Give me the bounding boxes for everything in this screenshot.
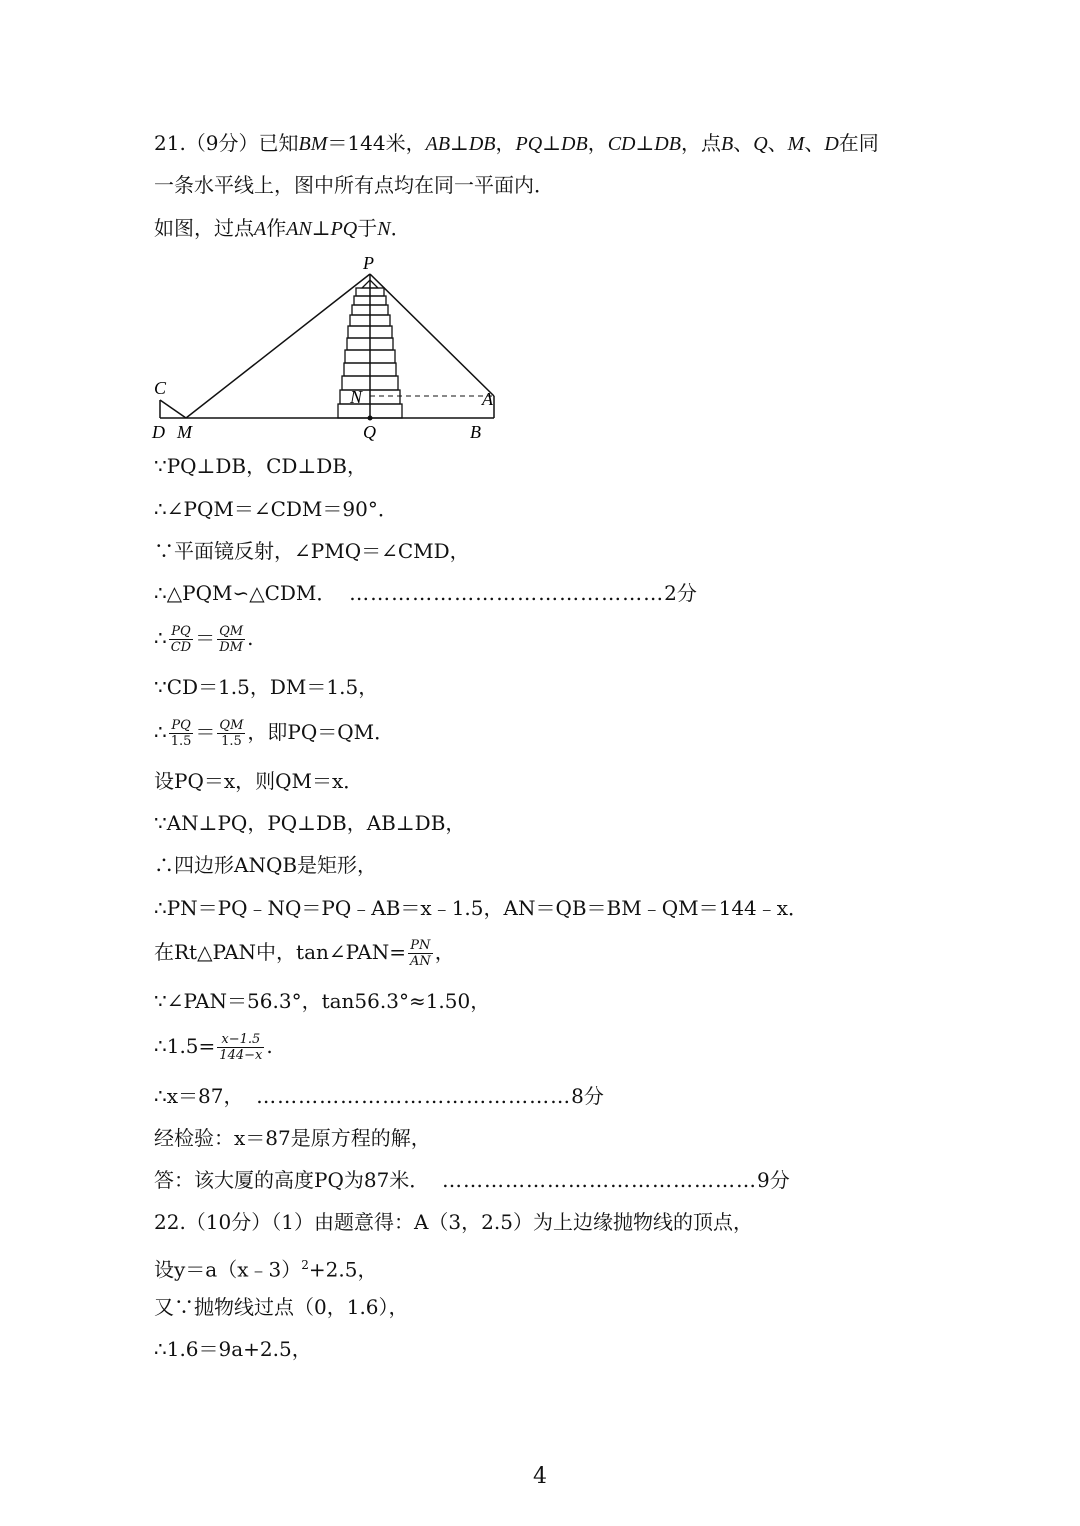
q22-line-4: ∴1.6＝9a+2.5，: [154, 1337, 312, 1361]
step-text: 答：该大厦的高度PQ为87米．: [154, 1168, 430, 1192]
solution-step-14: [154, 1032, 273, 1063]
step-text: 设y＝a（x﹣3）: [154, 1257, 302, 1282]
label-q: Q: [363, 422, 376, 442]
q21-text: ＝144米，: [327, 131, 426, 155]
score-dots: ………………………………………: [256, 1084, 572, 1108]
solution-step-9: ∵AN⊥PQ，PQ⊥DB，AB⊥DB，: [154, 811, 466, 835]
q21-text: ⊥: [635, 131, 655, 155]
q21-text: ．: [390, 216, 411, 240]
fraction: [217, 624, 245, 655]
q21-text: ，: [587, 131, 608, 155]
q21-text: 、: [804, 131, 825, 155]
q21-text: Q: [753, 133, 768, 155]
solution-step-17: [154, 1167, 790, 1193]
q21-text: 于: [357, 216, 378, 240]
step-text: ＝: [195, 720, 216, 744]
segment-cm: [160, 400, 186, 418]
q21-text: 、: [767, 131, 788, 155]
solution-step-12: [154, 938, 455, 969]
fraction-denominator: 144−x: [219, 1048, 263, 1063]
label-c: C: [154, 378, 167, 398]
solution-step-3: ∵平面镜反射，∠PMQ＝∠CMD，: [154, 539, 470, 563]
q21-text: N: [377, 218, 391, 240]
step-text: 在Rt△PAN中，tan∠PAN=: [154, 940, 406, 964]
fraction-denominator: 1.5: [170, 734, 192, 749]
q21-text: AN: [286, 218, 312, 240]
q21-text: ⊥: [311, 216, 331, 240]
score-label: 8分: [571, 1084, 604, 1108]
solution-step-2: ∴∠PQM＝∠CDM＝90°．: [154, 497, 398, 521]
label-a: A: [482, 389, 493, 409]
score-label: 9分: [757, 1168, 790, 1192]
exponent: 2: [301, 1258, 309, 1272]
fraction-numerator: PQ: [169, 718, 194, 734]
q21-text: DB: [561, 133, 588, 155]
q21-line-3: [154, 215, 411, 242]
page-number: 4: [533, 1464, 547, 1489]
q21-text: ⊥: [450, 131, 469, 155]
q22-line-2: [154, 1252, 377, 1283]
q22-line-1: 22.（10分）（1）由题意得：A（3，2.5）为上边缘抛物线的顶点，: [154, 1210, 753, 1234]
q21-text: DB: [654, 133, 681, 155]
q21-text: 如图，过点: [154, 216, 254, 240]
label-b: B: [470, 422, 481, 442]
segment-mp: [186, 274, 370, 418]
q21-text: DB: [468, 133, 496, 155]
step-text: ，即PQ＝QM．: [247, 720, 395, 744]
fraction-denominator: AN: [409, 954, 431, 969]
q21-text: PQ: [515, 133, 543, 155]
solution-step-5: [154, 624, 253, 655]
label-m: M: [177, 422, 192, 442]
fraction-numerator: x−1.5: [217, 1032, 264, 1048]
step-text: .: [247, 626, 254, 650]
step-text: ＝: [195, 626, 216, 650]
q21-text: A: [254, 218, 267, 240]
solution-step-13: ∵∠PAN＝56.3°，tan56.3°≈1.50，: [154, 989, 491, 1013]
solution-step-6: ∵CD＝1.5，DM＝1.5，: [154, 675, 379, 699]
solution-step-8: 设PQ＝x，则QM＝x．: [154, 769, 364, 793]
q21-text: CD: [607, 133, 636, 155]
label-p: P: [363, 253, 374, 273]
q21-text: BM: [298, 133, 328, 155]
step-text: ∴: [154, 626, 167, 650]
step-text: +2.5，: [308, 1257, 378, 1282]
fraction-denominator: CD: [170, 640, 192, 655]
q21-text: 21.（9分）已知: [154, 131, 299, 155]
q21-text: 在同: [838, 131, 879, 155]
score-dots: ………………………………………: [349, 581, 665, 605]
q21-line-2: 一条水平线上，图中所有点均在同一平面内．: [154, 173, 554, 197]
solution-step-10: ∴四边形ANQB是矩形，: [154, 853, 378, 877]
step-text: .: [266, 1034, 273, 1058]
fraction-denominator: DM: [219, 640, 243, 655]
solution-step-16: 经检验：x＝87是原方程的解，: [154, 1126, 431, 1150]
q21-line-1: [154, 130, 879, 157]
fraction-numerator: PN: [408, 938, 433, 954]
step-text: ∴: [154, 720, 167, 744]
q21-text: ⊥: [542, 131, 562, 155]
solution-step-11: ∴PN＝PQ﹣NQ＝PQ﹣AB＝x﹣1.5，AN＝QB＝BM﹣QM＝144﹣x．: [154, 896, 809, 920]
fraction-numerator: QM: [219, 624, 244, 639]
solution-step-15: [154, 1083, 604, 1109]
step-text: ，: [434, 940, 455, 964]
fraction-numerator: PQ: [169, 624, 193, 640]
q21-text: ，: [495, 131, 516, 155]
score-label: 2分: [664, 581, 697, 605]
score-dots: ………………………………………: [442, 1168, 758, 1192]
label-d: D: [152, 422, 165, 442]
q21-text: ，点: [680, 131, 721, 155]
q21-text: M: [787, 133, 805, 155]
fraction: [217, 1032, 264, 1063]
q22-line-3: 又∵抛物线过点（0，1.6），: [154, 1295, 409, 1319]
fraction-numerator: QM: [219, 718, 244, 733]
q21-text: PQ: [330, 218, 358, 240]
fraction: [217, 718, 245, 749]
solution-step-7: [154, 718, 394, 749]
q21-text: D: [824, 133, 839, 155]
step-text: ∴△PQM∽△CDM．: [154, 581, 337, 605]
step-text: ∴1.5=: [154, 1034, 216, 1058]
q21-text: AB: [425, 133, 451, 155]
q21-text: 、: [733, 131, 754, 155]
fraction: [169, 624, 193, 655]
fraction-denominator: 1.5: [221, 734, 242, 749]
label-n: N: [350, 387, 363, 407]
segment-pa: [370, 274, 494, 396]
fraction: [408, 938, 433, 969]
q21-text: 作: [266, 216, 287, 240]
fraction: [169, 718, 194, 749]
q21-text: B: [720, 133, 734, 155]
geometry-figure: [148, 252, 508, 444]
point-q-dot: [368, 416, 373, 421]
solution-step-1: ∵PQ⊥DB，CD⊥DB，: [154, 454, 367, 478]
step-text: ∴x＝87，: [154, 1084, 244, 1108]
solution-step-4: [154, 580, 697, 606]
